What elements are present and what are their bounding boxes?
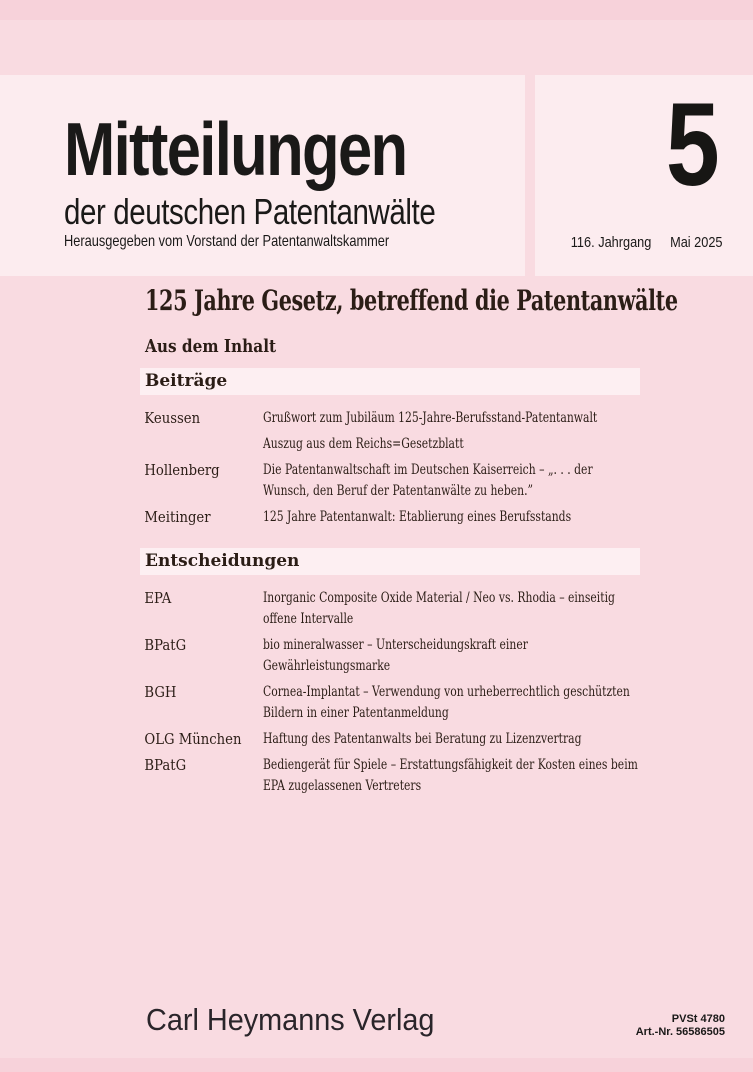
toc-entry-title: 125 Jahre Patentanwalt: Etablierung eines Berufsstands <box>263 509 572 525</box>
bottom-edge-strip <box>0 1058 753 1072</box>
issue-date: Mai 2025 <box>670 234 723 251</box>
toc-entry <box>140 434 640 455</box>
toc-entry-author: OLG München <box>144 730 242 748</box>
toc-entry-title: Inorganic Composite Oxide Material / Neo vs. Rhodia – einseitig offene Intervalle <box>263 590 615 627</box>
article-number: Art.-Nr. 56586505 <box>635 1026 725 1038</box>
toc-entry-author <box>140 434 248 455</box>
toc-entry-title: Die Patentanwaltschaft im Deutschen Kaiserreich – „. . . der Wunsch, den Beruf der Patentanwälte zu heben.” <box>263 462 593 499</box>
toc-entry-author: Keussen <box>144 409 201 427</box>
pvst-number: PVSt 4780 <box>671 1013 725 1025</box>
postal-info <box>636 1013 725 1039</box>
toc-entry <box>140 635 640 677</box>
toc-entry-author: BPatG <box>144 636 187 654</box>
toc-entry-author: Meitinger <box>144 508 211 526</box>
section-header-entscheidungen: Entscheidungen <box>140 548 640 575</box>
top-edge-strip <box>0 0 753 20</box>
toc-entry <box>140 755 640 797</box>
contents-label: Aus dem Inhalt <box>145 336 277 357</box>
table-of-contents <box>140 368 640 802</box>
toc-entry-author: BGH <box>144 683 177 701</box>
toc-entry <box>140 588 640 630</box>
section-header-beitraege: Beiträge <box>140 368 640 395</box>
toc-entry-author: EPA <box>144 589 172 607</box>
toc-entry-title: bio mineralwasser – Unterscheidungskraft einer Gewährleistungsmarke <box>263 637 528 674</box>
toc-entry <box>140 408 640 429</box>
toc-entry-author: BPatG <box>144 756 187 774</box>
toc-entry-title: Cornea-Implantat – Verwendung von urheberrechtlich geschützten Bildern in einer Patentanmeldung <box>263 684 630 721</box>
toc-entry-title: Grußwort zum Jubiläum 125-Jahre-Berufsstand-Patentanwalt <box>263 410 598 426</box>
toc-entry-title: Bediengerät für Spiele – Erstattungsfähigkeit der Kosten eines beim EPA zugelassenen Vertreters <box>263 757 638 794</box>
toc-entry-title: Haftung des Patentanwalts bei Beratung zu Lizenzvertrag <box>263 731 582 747</box>
toc-entry-author: Hollenberg <box>144 461 220 479</box>
journal-title: Mitteilungen <box>64 107 407 191</box>
issue-meta <box>571 234 723 251</box>
cover-headline: 125 Jahre Gesetz, betreffend die Patentanwälte <box>145 284 678 317</box>
publisher-name: Carl Heymanns Verlag <box>146 1002 435 1037</box>
toc-entry <box>140 460 640 502</box>
toc-entry <box>140 729 640 750</box>
volume-label: 116. Jahrgang <box>571 234 652 251</box>
toc-entry <box>140 507 640 528</box>
toc-entry-title: Auszug aus dem Reichs=Gesetzblatt <box>263 436 464 452</box>
publisher-line: Herausgegeben vom Vorstand der Patentanwaltskammer <box>64 233 390 250</box>
issue-number: 5 <box>666 79 720 211</box>
journal-subtitle: der deutschen Patentanwälte <box>64 191 436 232</box>
toc-entry <box>140 682 640 724</box>
